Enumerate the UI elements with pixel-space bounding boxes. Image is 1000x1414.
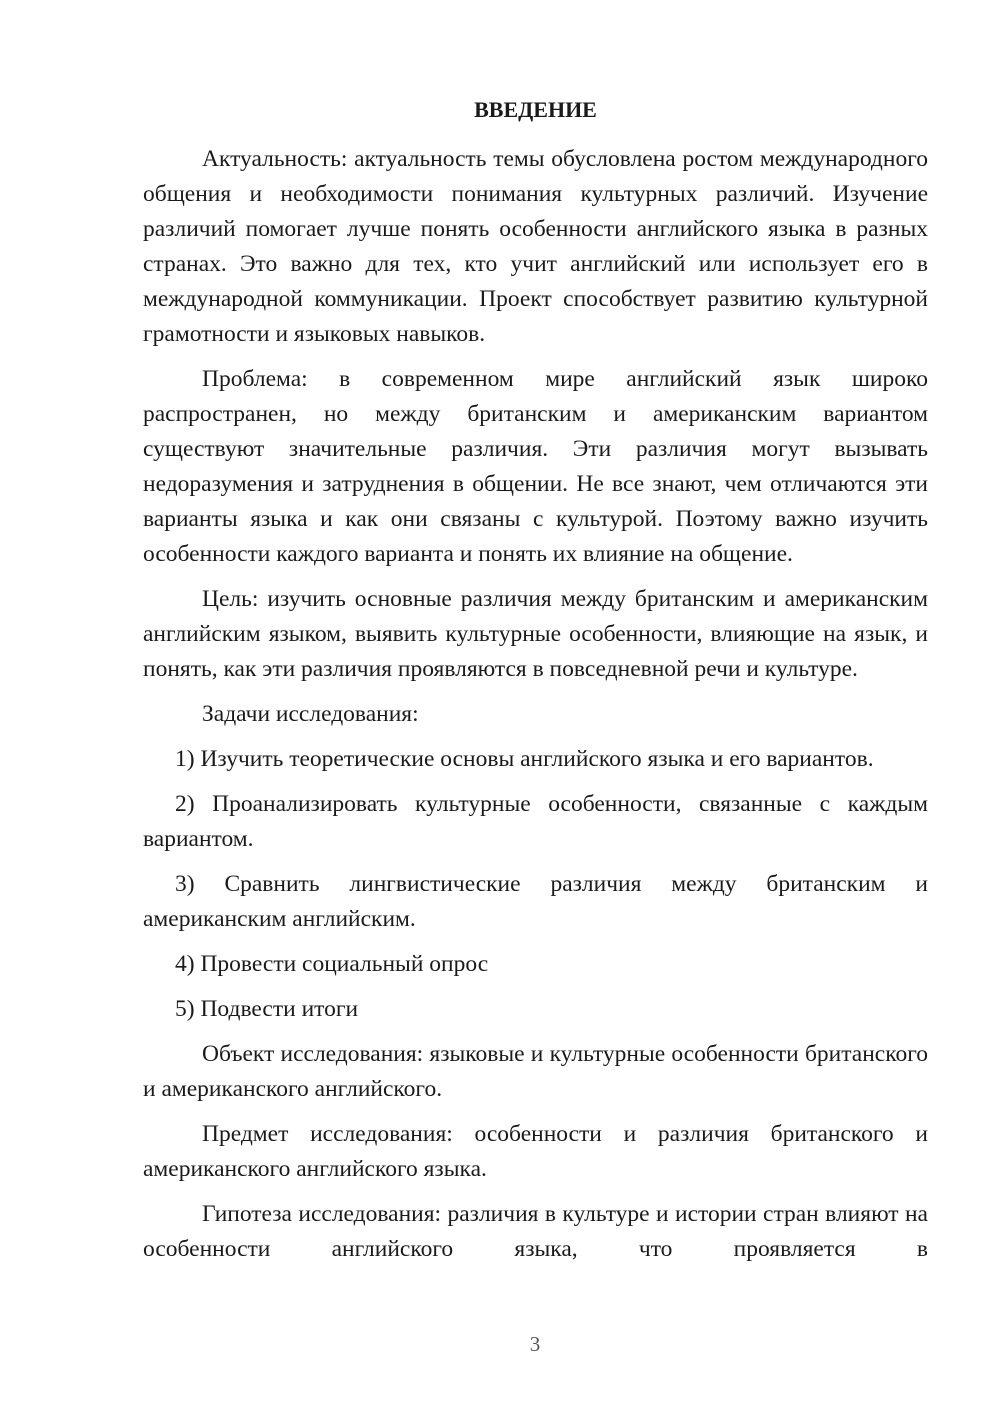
task-item-5: 5) Подвести итоги: [175, 996, 359, 1022]
relevance-paragraph: Актуальность: актуальность темы обусловлена ростом международного общения и необходимости понимания культурных различий. Изучение различий помогает лучше понять особенности английского языка в разных странах. Это важно для тех, кто учит английский или использует его в международной коммуникации. Проект способствует развитию культурной грамотности и языковых навыков.: [143, 146, 928, 347]
document-page: [143, 92, 928, 1277]
task-item-1: 1) Изучить теоретические основы английского языка и его вариантов.: [175, 746, 874, 772]
goal-paragraph: Цель: изучить основные различия между британским и американским английским языком, выявить культурные особенности, влияющие на язык, и понять, как эти различия проявляются в повседневной речи и культуре.: [143, 586, 928, 682]
page-number: 3: [529, 1332, 541, 1356]
tasks-heading: Задачи исследования:: [202, 701, 419, 727]
task-item-2: 2) Проанализировать культурные особенности, связанные с каждым вариантом.: [143, 791, 928, 852]
task-item-3: 3) Сравнить лингвистические различия между британским и американским английским.: [143, 871, 928, 932]
page-title: ВВЕДЕНИЕ: [474, 97, 597, 122]
hypothesis-paragraph: Гипотеза исследования: различия в культуре и истории стран влияют на особенности английского языка, что проявляется в: [143, 1201, 928, 1262]
task-item-4: 4) Провести социальный опрос: [175, 951, 489, 977]
problem-paragraph: Проблема: в современном мире английский язык широко распространен, но между британским и американским вариантом существуют значительные различия. Эти различия могут вызывать недоразумения и затруднения в общении. Не все знают, чем отличаются эти варианты языка и как они связаны с культурой. Поэтому важно изучить особенности каждого варианта и понять их влияние на общение.: [143, 366, 928, 567]
object-paragraph: Объект исследования: языковые и культурные особенности британского и американского английского.: [143, 1041, 928, 1102]
subject-paragraph: Предмет исследования: особенности и различия британского и американского английского языка.: [143, 1121, 928, 1182]
